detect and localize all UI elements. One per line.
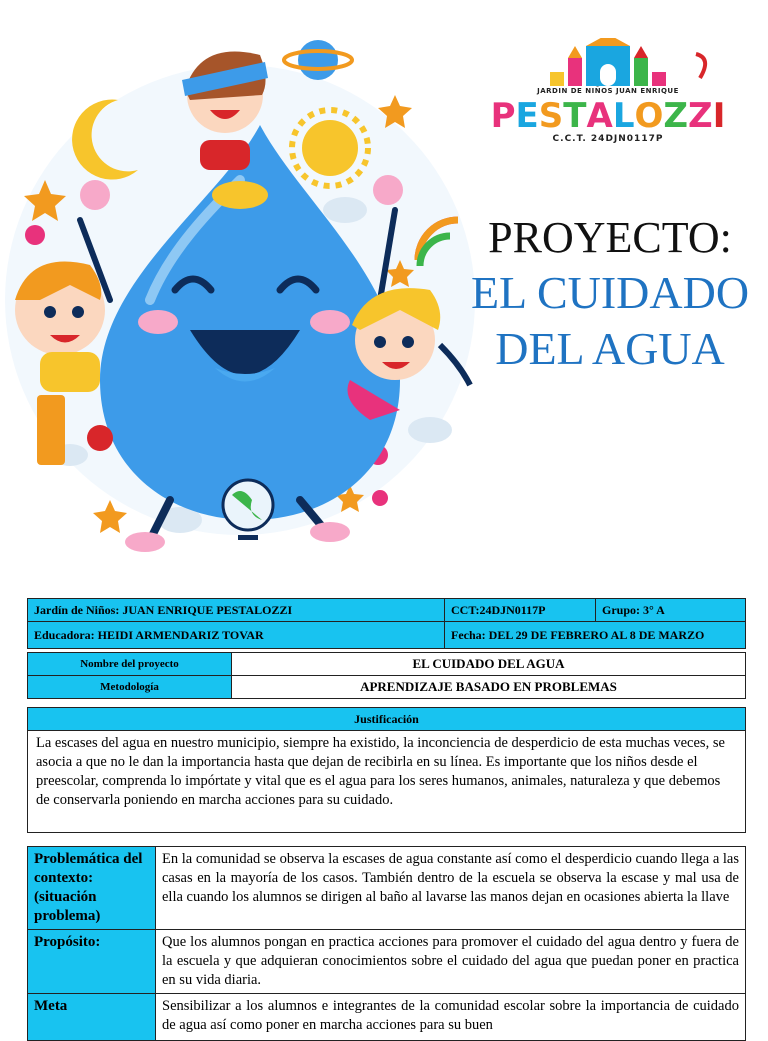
project-name-label: Nombre del proyecto: [28, 653, 232, 676]
problem-label: Problemática del contexto: (situación problema): [28, 847, 156, 930]
table-row: [28, 847, 746, 930]
cct-cell: CCT:24DJN0117P: [445, 599, 596, 622]
logo-wordmark: [488, 96, 728, 136]
teacher-cell: Educadora: HEIDI ARMENDARIZ TOVAR: [28, 622, 445, 649]
logo-letter: Z: [688, 96, 713, 136]
logo-letter: E: [515, 96, 539, 136]
purpose-label: Propósito:: [28, 930, 156, 994]
purpose-text: Que los alumnos pongan en practica acciones para promover el cuidado del agua dentro y fuera de la escuela y que adquieran conocimientos sobre el cuidado del agua que puedan poner en practica en su vida diaria.: [156, 930, 746, 994]
table-row: [28, 994, 746, 1041]
school-logo: [488, 38, 728, 150]
methodology-value: APRENDIZAJE BASADO EN PROBLEMAS: [232, 676, 746, 699]
flower-icon: [25, 225, 45, 245]
project-heading: PROYECTO:: [488, 213, 732, 262]
project-info-table: [27, 652, 746, 699]
logo-letter: A: [586, 96, 613, 136]
logo-cct: C.C.T. 24DJN0117P: [552, 134, 664, 144]
info-table: [27, 598, 746, 649]
logo-letter: T: [563, 96, 587, 136]
methodology-label: Metodología: [28, 676, 232, 699]
project-title-line-2: DEL AGUA: [495, 323, 725, 374]
table-row: [28, 930, 746, 994]
date-cell: Fecha: DEL 29 DE FEBRERO AL 8 DE MARZO: [445, 622, 746, 649]
justification-header: Justificación: [28, 708, 746, 731]
logo-school-name: JARDIN DE NIÑOS JUAN ENRIQUE: [537, 87, 679, 95]
logo-letter: O: [634, 96, 664, 136]
problem-text: En la comunidad se observa la escases de agua constante así como el desperdicio cuando llega a las casas en la mayoría de los casos. También dentro de la escuela se observa la escase y mal usa de ella cuando los alumnos se dirigen al baño al lavarse las manos dejan en ocasiones abierta la llave: [156, 847, 746, 930]
logo-letter: I: [712, 96, 726, 136]
project-name-value: EL CUIDADO DEL AGUA: [232, 653, 746, 676]
kinder-name-cell: Jardín de Niños: JUAN ENRIQUE PESTALOZZI: [28, 599, 445, 622]
water-drop-illustration: [0, 0, 480, 580]
logo-letter: P: [490, 96, 516, 136]
goal-text: Sensibilizar a los alumnos e integrantes de la comunidad escolar sobre la importancia de cuidado de agua así como poner en marcha acciones para su buen: [156, 994, 746, 1041]
group-cell: Grupo: 3° A: [596, 599, 746, 622]
project-details-table: [27, 846, 746, 1041]
justification-table: [27, 707, 746, 833]
goal-label: Meta: [28, 994, 156, 1041]
logo-letter: L: [612, 96, 635, 136]
logo-letter: Z: [663, 96, 689, 136]
sun-icon: [292, 110, 368, 186]
project-title-line-1: EL CUIDADO: [470, 267, 750, 318]
logo-letter: S: [538, 96, 564, 136]
justification-text: La escases del agua en nuestro municipio, siempre ha existido, la inconciencia de desperdicio de esta muchas veces, se asocia a que no le dan la importancia hasta que dejan de recibirla en su línea. Es importante que los niños desde el preescolar, comprenda lo impórtate y vital que es el agua para los seres humanos, animales, naturaleza y que debemos de conservarla poniendo en marcha acciones para su cuidado.: [28, 731, 746, 833]
